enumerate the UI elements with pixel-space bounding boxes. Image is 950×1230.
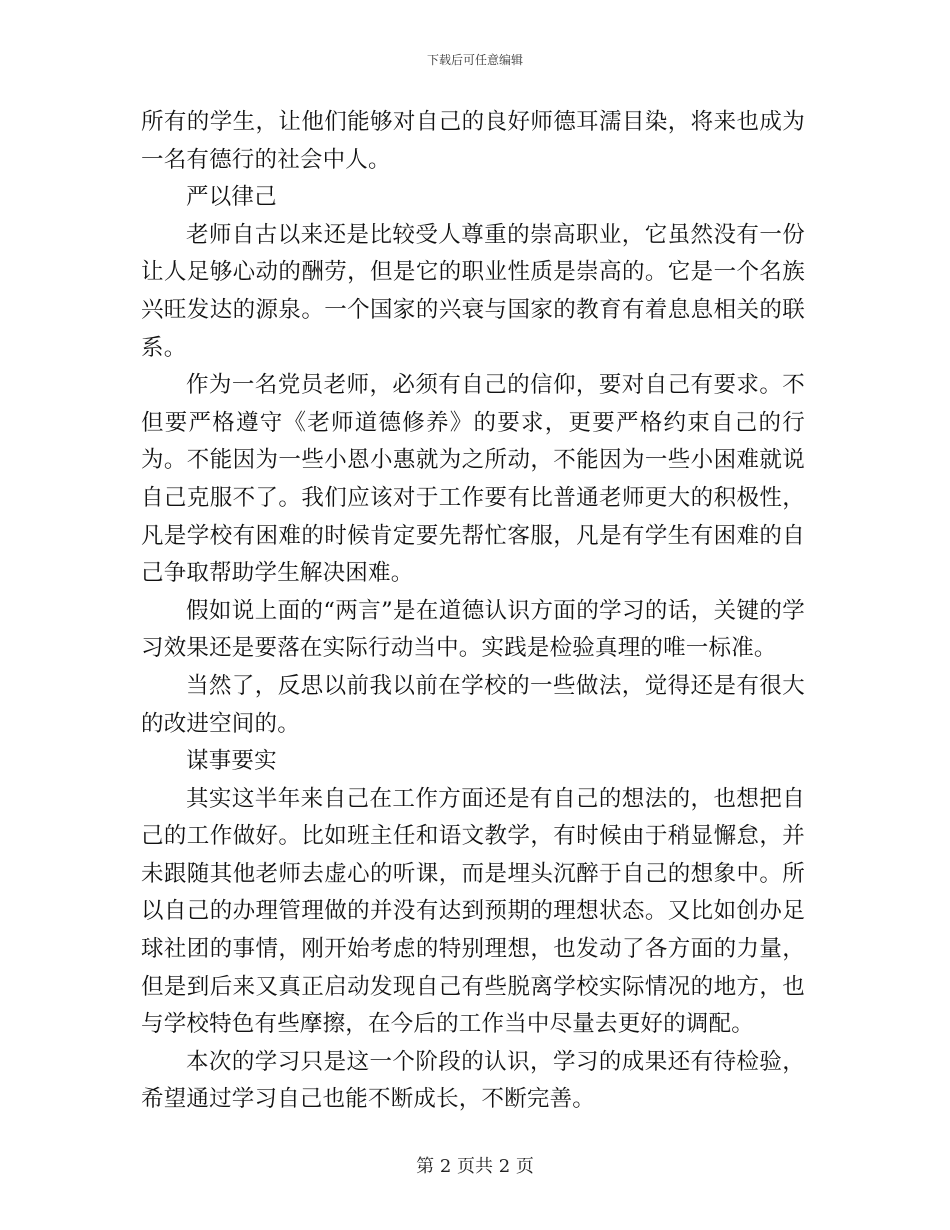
paragraph-7: 本次的学习只是这一个阶段的认识，学习的成果还有待检验，希望通过学习自己也能不断成长，不断完善。 — [141, 1048, 805, 1113]
section-heading-strict-self: 严以律己 — [186, 184, 277, 211]
paragraph-3: 作为一名党员老师，必须有自己的信仰，要对自己有要求。不但要严格遵守《老师道德修养》的要求，更要严格约束自己的行为。不能因为一些小恩小惠就为之所动，不能因为一些小困难就说自己克服不了。我们应该对于工作要有比普通老师更大的积极性，凡是学校有困难的时候肯定要先帮忙客服，凡是有学生有困难的自己争取帮助学生解决困难。 — [141, 372, 805, 587]
paragraph-6: 其实这半年来自己在工作方面还是有自己的想法的，也想把自己的工作做好。比如班主任和语文教学，有时候由于稍显懈怠，并未跟随其他老师去虚心的听课，而是埋头沉醉于自己的想象中。所以自己的办理管理做的并没有达到预期的理想状态。又比如创办足球社团的事情，刚开始考虑的特别理想，也发动了各方面的力量，但是到后来又真正启动发现自己有些脱离学校实际情况的地方，也与学校特色有些摩擦，在今后的工作当中尽量去更好的调配。 — [141, 785, 805, 1038]
section-heading-practical: 谋事要实 — [186, 748, 277, 775]
paragraph-1: 所有的学生，让他们能够对自己的良好师德耳濡目染，将来也成为一名有德行的社会中人。 — [141, 109, 805, 173]
document-body — [141, 104, 805, 1119]
page-header: 下载后可任意编辑 — [426, 53, 523, 67]
paragraph-2: 老师自古以来还是比较受人尊重的崇高职业，它虽然没有一份让人足够心动的酬劳，但是它的职业性质是崇高的。它是一个名族兴旺发达的源泉。一个国家的兴衰与国家的教育有着息息相关的联系。 — [141, 221, 805, 361]
paragraph-5: 当然了，反思以前我以前在学校的一些做法，觉得还是有很大的改进空间的。 — [141, 672, 805, 737]
paragraph-4: 假如说上面的“两言”是在道德认识方面的学习的话，关键的学习效果还是要落在实际行动当中。实践是检验真理的唯一标准。 — [141, 597, 805, 662]
page-footer: 第 2 页共 2 页 — [416, 1156, 534, 1177]
